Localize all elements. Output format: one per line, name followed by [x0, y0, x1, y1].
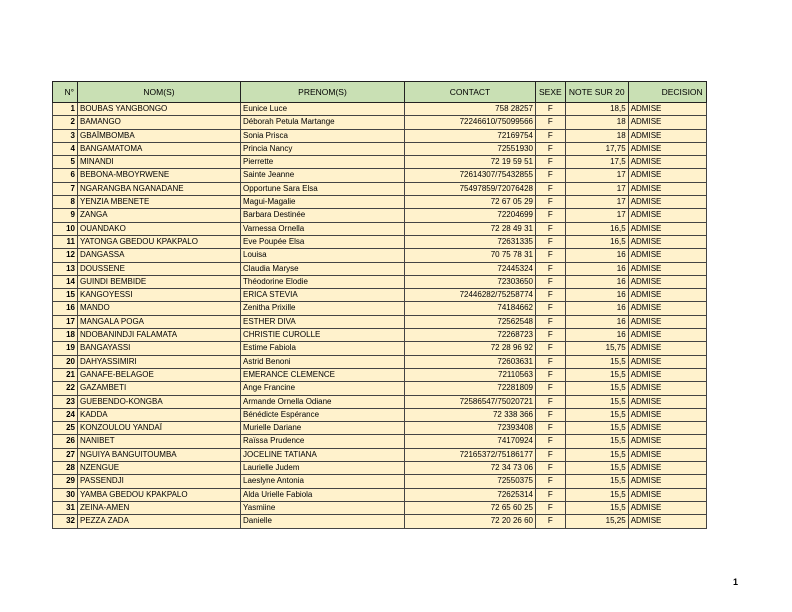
decision-cell: ADMISE [628, 422, 706, 435]
last-name-cell: DAHYASSIMIRI [78, 355, 241, 368]
grade-cell: 16 [565, 329, 628, 342]
sex-cell: F [536, 355, 566, 368]
first-name-cell: JOCELINE TATIANA [241, 448, 405, 461]
decision-cell: ADMISE [628, 315, 706, 328]
contact-cell: 72551930 [405, 142, 536, 155]
first-name-cell: Ange Francine [241, 382, 405, 395]
first-name-cell: Varnessa Ornella [241, 222, 405, 235]
row-number: 12 [53, 249, 78, 262]
sex-cell: F [536, 462, 566, 475]
table-row [53, 129, 707, 142]
sex-cell: F [536, 329, 566, 342]
sex-cell: F [536, 315, 566, 328]
table-row [53, 182, 707, 195]
last-name-cell: OUANDAKO [78, 222, 241, 235]
contact-cell: 72281809 [405, 382, 536, 395]
decision-cell: ADMISE [628, 475, 706, 488]
sex-cell: F [536, 262, 566, 275]
contact-cell: 72603631 [405, 355, 536, 368]
contact-cell: 72303650 [405, 275, 536, 288]
sex-cell: F [536, 475, 566, 488]
row-number: 20 [53, 355, 78, 368]
contact-cell: 758 28257 [405, 103, 536, 116]
sex-cell: F [536, 156, 566, 169]
contact-cell: 72631335 [405, 235, 536, 248]
row-number: 21 [53, 368, 78, 381]
last-name-cell: BANGAMATOMA [78, 142, 241, 155]
last-name-cell: PASSENDJI [78, 475, 241, 488]
grade-cell: 15,5 [565, 408, 628, 421]
header-sex: SEXE [536, 82, 566, 103]
sex-cell: F [536, 395, 566, 408]
row-number: 32 [53, 515, 78, 528]
contact-cell: 74170924 [405, 435, 536, 448]
contact-cell: 72 338 366 [405, 408, 536, 421]
grade-cell: 15,5 [565, 395, 628, 408]
sex-cell: F [536, 196, 566, 209]
decision-cell: ADMISE [628, 501, 706, 514]
table-row [53, 302, 707, 315]
first-name-cell: Laeslyne Antonia [241, 475, 405, 488]
contact-cell: 72 65 60 25 [405, 501, 536, 514]
grade-cell: 16 [565, 275, 628, 288]
first-name-cell: ESTHER DIVA [241, 315, 405, 328]
header-decision: DECISION [628, 82, 706, 103]
first-name-cell: Princia Nancy [241, 142, 405, 155]
sex-cell: F [536, 368, 566, 381]
row-number: 10 [53, 222, 78, 235]
row-number: 19 [53, 342, 78, 355]
table-row [53, 156, 707, 169]
sex-cell: F [536, 249, 566, 262]
decision-cell: ADMISE [628, 235, 706, 248]
grade-cell: 16 [565, 289, 628, 302]
sex-cell: F [536, 515, 566, 528]
last-name-cell: GUEBENDO-KONGBA [78, 395, 241, 408]
contact-cell: 72268723 [405, 329, 536, 342]
contact-cell: 72169754 [405, 129, 536, 142]
decision-cell: ADMISE [628, 156, 706, 169]
contact-cell: 72 34 73 06 [405, 462, 536, 475]
grade-cell: 18 [565, 129, 628, 142]
decision-cell: ADMISE [628, 448, 706, 461]
contact-cell: 72614307/75432855 [405, 169, 536, 182]
last-name-cell: BEBONA-MBOYRWENE [78, 169, 241, 182]
first-name-cell: Pierrette [241, 156, 405, 169]
first-name-cell: Astrid Benoni [241, 355, 405, 368]
last-name-cell: NGARANGBA NGANADANE [78, 182, 241, 195]
sex-cell: F [536, 275, 566, 288]
grade-cell: 16 [565, 315, 628, 328]
grade-cell: 15,5 [565, 435, 628, 448]
last-name-cell: BANGAYASSI [78, 342, 241, 355]
grade-cell: 17 [565, 169, 628, 182]
first-name-cell: Louisa [241, 249, 405, 262]
row-number: 27 [53, 448, 78, 461]
row-number: 15 [53, 289, 78, 302]
row-number: 18 [53, 329, 78, 342]
decision-cell: ADMISE [628, 182, 706, 195]
first-name-cell: EMERANCE CLEMENCE [241, 368, 405, 381]
last-name-cell: YAMBA GBEDOU KPAKPALO [78, 488, 241, 501]
row-number: 31 [53, 501, 78, 514]
decision-cell: ADMISE [628, 103, 706, 116]
last-name-cell: GBAÏMBOMBA [78, 129, 241, 142]
contact-cell: 72 28 96 92 [405, 342, 536, 355]
row-number: 4 [53, 142, 78, 155]
row-number: 8 [53, 196, 78, 209]
decision-cell: ADMISE [628, 262, 706, 275]
first-name-cell: Yasmiine [241, 501, 405, 514]
grade-cell: 15,75 [565, 342, 628, 355]
table-row [53, 408, 707, 421]
sex-cell: F [536, 422, 566, 435]
decision-cell: ADMISE [628, 209, 706, 222]
table-row [53, 355, 707, 368]
last-name-cell: MINANDI [78, 156, 241, 169]
row-number: 23 [53, 395, 78, 408]
last-name-cell: MANDO [78, 302, 241, 315]
row-number: 28 [53, 462, 78, 475]
results-table [52, 81, 707, 529]
sex-cell: F [536, 382, 566, 395]
sex-cell: F [536, 488, 566, 501]
decision-cell: ADMISE [628, 116, 706, 129]
sex-cell: F [536, 116, 566, 129]
contact-cell: 72445324 [405, 262, 536, 275]
grade-cell: 18,5 [565, 103, 628, 116]
first-name-cell: Estime Fabiola [241, 342, 405, 355]
table-row [53, 142, 707, 155]
decision-cell: ADMISE [628, 395, 706, 408]
header-number: N° [53, 82, 78, 103]
last-name-cell: NDOBANINDJI FALAMATA [78, 329, 241, 342]
decision-cell: ADMISE [628, 382, 706, 395]
header-contact: CONTACT [405, 82, 536, 103]
table-row [53, 275, 707, 288]
row-number: 6 [53, 169, 78, 182]
sex-cell: F [536, 501, 566, 514]
contact-cell: 72 19 59 51 [405, 156, 536, 169]
table-row [53, 222, 707, 235]
sex-cell: F [536, 129, 566, 142]
sex-cell: F [536, 435, 566, 448]
row-number: 25 [53, 422, 78, 435]
contact-cell: 72204699 [405, 209, 536, 222]
last-name-cell: DOUSSENE [78, 262, 241, 275]
contact-cell: 72550375 [405, 475, 536, 488]
contact-cell: 75497859/72076428 [405, 182, 536, 195]
last-name-cell: KANGOYESSI [78, 289, 241, 302]
decision-cell: ADMISE [628, 368, 706, 381]
sex-cell: F [536, 342, 566, 355]
grade-cell: 17,5 [565, 156, 628, 169]
first-name-cell: Déborah Petula Martange [241, 116, 405, 129]
table-row [53, 395, 707, 408]
first-name-cell: Alda Urielle Fabiola [241, 488, 405, 501]
row-number: 13 [53, 262, 78, 275]
table-row [53, 116, 707, 129]
contact-cell: 72446282/75258774 [405, 289, 536, 302]
contact-cell: 74184662 [405, 302, 536, 315]
decision-cell: ADMISE [628, 196, 706, 209]
last-name-cell: BOUBAS YANGBONGO [78, 103, 241, 116]
last-name-cell: GAZAMBETI [78, 382, 241, 395]
first-name-cell: ERICA STEVIA [241, 289, 405, 302]
row-number: 2 [53, 116, 78, 129]
table-row [53, 422, 707, 435]
grade-cell: 17 [565, 209, 628, 222]
sex-cell: F [536, 448, 566, 461]
first-name-cell: Armande Ornella Odiane [241, 395, 405, 408]
row-number: 9 [53, 209, 78, 222]
last-name-cell: NANIBET [78, 435, 241, 448]
table-row [53, 448, 707, 461]
row-number: 26 [53, 435, 78, 448]
table-row [53, 462, 707, 475]
first-name-cell: Danielle [241, 515, 405, 528]
table-row [53, 342, 707, 355]
contact-cell: 72165372/75186177 [405, 448, 536, 461]
grade-cell: 18 [565, 116, 628, 129]
first-name-cell: Murielle Dariane [241, 422, 405, 435]
grade-cell: 15,5 [565, 475, 628, 488]
contact-cell: 72 28 49 31 [405, 222, 536, 235]
grade-cell: 15,5 [565, 462, 628, 475]
grade-cell: 15,5 [565, 501, 628, 514]
header-grade: NOTE SUR 20 [565, 82, 628, 103]
row-number: 5 [53, 156, 78, 169]
last-name-cell: KADDA [78, 408, 241, 421]
table-row [53, 329, 707, 342]
decision-cell: ADMISE [628, 222, 706, 235]
first-name-cell: Claudia Maryse [241, 262, 405, 275]
contact-cell: 72246610/75099566 [405, 116, 536, 129]
grade-cell: 15,5 [565, 448, 628, 461]
decision-cell: ADMISE [628, 275, 706, 288]
grade-cell: 17 [565, 182, 628, 195]
header-first-name: PRENOM(S) [241, 82, 405, 103]
decision-cell: ADMISE [628, 289, 706, 302]
grade-cell: 16 [565, 262, 628, 275]
decision-cell: ADMISE [628, 249, 706, 262]
decision-cell: ADMISE [628, 462, 706, 475]
contact-cell: 72586547/75020721 [405, 395, 536, 408]
first-name-cell: Raïssa Prudence [241, 435, 405, 448]
row-number: 29 [53, 475, 78, 488]
contact-cell: 72562548 [405, 315, 536, 328]
row-number: 1 [53, 103, 78, 116]
row-number: 16 [53, 302, 78, 315]
contact-cell: 72 67 05 29 [405, 196, 536, 209]
table-row [53, 501, 707, 514]
decision-cell: ADMISE [628, 142, 706, 155]
first-name-cell: Eunice Luce [241, 103, 405, 116]
grade-cell: 16,5 [565, 222, 628, 235]
table-row [53, 103, 707, 116]
decision-cell: ADMISE [628, 355, 706, 368]
sex-cell: F [536, 142, 566, 155]
table-row [53, 196, 707, 209]
sex-cell: F [536, 169, 566, 182]
grade-cell: 17 [565, 196, 628, 209]
last-name-cell: KONZOULOU YANDAÏ [78, 422, 241, 435]
header-row [53, 82, 707, 103]
first-name-cell: Sainte Jeanne [241, 169, 405, 182]
grade-cell: 16,5 [565, 235, 628, 248]
grade-cell: 16 [565, 249, 628, 262]
table-row [53, 249, 707, 262]
first-name-cell: Sonia Prisca [241, 129, 405, 142]
row-number: 30 [53, 488, 78, 501]
row-number: 22 [53, 382, 78, 395]
first-name-cell: Eve Poupée Elsa [241, 235, 405, 248]
page-number: 1 [733, 577, 739, 587]
contact-cell: 70 75 78 31 [405, 249, 536, 262]
table-row [53, 368, 707, 381]
first-name-cell: Zenitha Prixille [241, 302, 405, 315]
last-name-cell: MANGALA POGA [78, 315, 241, 328]
grade-cell: 15,5 [565, 382, 628, 395]
sex-cell: F [536, 222, 566, 235]
last-name-cell: ZEINA-AMEN [78, 501, 241, 514]
grade-cell: 15,5 [565, 422, 628, 435]
decision-cell: ADMISE [628, 488, 706, 501]
contact-cell: 72393408 [405, 422, 536, 435]
decision-cell: ADMISE [628, 408, 706, 421]
last-name-cell: YATONGA GBEDOU KPAKPALO [78, 235, 241, 248]
last-name-cell: PEZZA ZADA [78, 515, 241, 528]
table-row [53, 382, 707, 395]
grade-cell: 15,25 [565, 515, 628, 528]
row-number: 7 [53, 182, 78, 195]
table-row [53, 475, 707, 488]
table-row [53, 235, 707, 248]
sex-cell: F [536, 408, 566, 421]
first-name-cell: CHRISTIE CUROLLE [241, 329, 405, 342]
row-number: 11 [53, 235, 78, 248]
contact-cell: 72 20 26 60 [405, 515, 536, 528]
last-name-cell: BAMANGO [78, 116, 241, 129]
first-name-cell: Magui-Magalie [241, 196, 405, 209]
table-body [53, 103, 707, 529]
row-number: 14 [53, 275, 78, 288]
first-name-cell: Opportune Sara Elsa [241, 182, 405, 195]
last-name-cell: NGUIYA BANGUITOUMBA [78, 448, 241, 461]
sex-cell: F [536, 209, 566, 222]
row-number: 3 [53, 129, 78, 142]
table-row [53, 209, 707, 222]
grade-cell: 15,5 [565, 368, 628, 381]
decision-cell: ADMISE [628, 329, 706, 342]
table-row [53, 315, 707, 328]
last-name-cell: GUINDI BEMBIDE [78, 275, 241, 288]
contact-cell: 72625314 [405, 488, 536, 501]
decision-cell: ADMISE [628, 515, 706, 528]
contact-cell: 72110563 [405, 368, 536, 381]
table-row [53, 515, 707, 528]
table-row [53, 488, 707, 501]
sex-cell: F [536, 235, 566, 248]
decision-cell: ADMISE [628, 342, 706, 355]
header-last-name: NOM(S) [78, 82, 241, 103]
grade-cell: 17,75 [565, 142, 628, 155]
grade-cell: 15,5 [565, 488, 628, 501]
last-name-cell: YENZIA MBENETE [78, 196, 241, 209]
last-name-cell: NZENGUE [78, 462, 241, 475]
sex-cell: F [536, 182, 566, 195]
sex-cell: F [536, 289, 566, 302]
sex-cell: F [536, 103, 566, 116]
decision-cell: ADMISE [628, 302, 706, 315]
first-name-cell: Laurielle Judem [241, 462, 405, 475]
row-number: 17 [53, 315, 78, 328]
last-name-cell: GANAFE-BELAGOE [78, 368, 241, 381]
table-row [53, 289, 707, 302]
table-row [53, 435, 707, 448]
first-name-cell: Barbara Destinée [241, 209, 405, 222]
first-name-cell: Théodorine Elodie [241, 275, 405, 288]
sex-cell: F [536, 302, 566, 315]
last-name-cell: DANGASSA [78, 249, 241, 262]
grade-cell: 15,5 [565, 355, 628, 368]
table-row [53, 262, 707, 275]
decision-cell: ADMISE [628, 129, 706, 142]
table-row [53, 169, 707, 182]
row-number: 24 [53, 408, 78, 421]
grade-cell: 16 [565, 302, 628, 315]
first-name-cell: Bénédicte Espérance [241, 408, 405, 421]
decision-cell: ADMISE [628, 435, 706, 448]
decision-cell: ADMISE [628, 169, 706, 182]
last-name-cell: ZANGA [78, 209, 241, 222]
